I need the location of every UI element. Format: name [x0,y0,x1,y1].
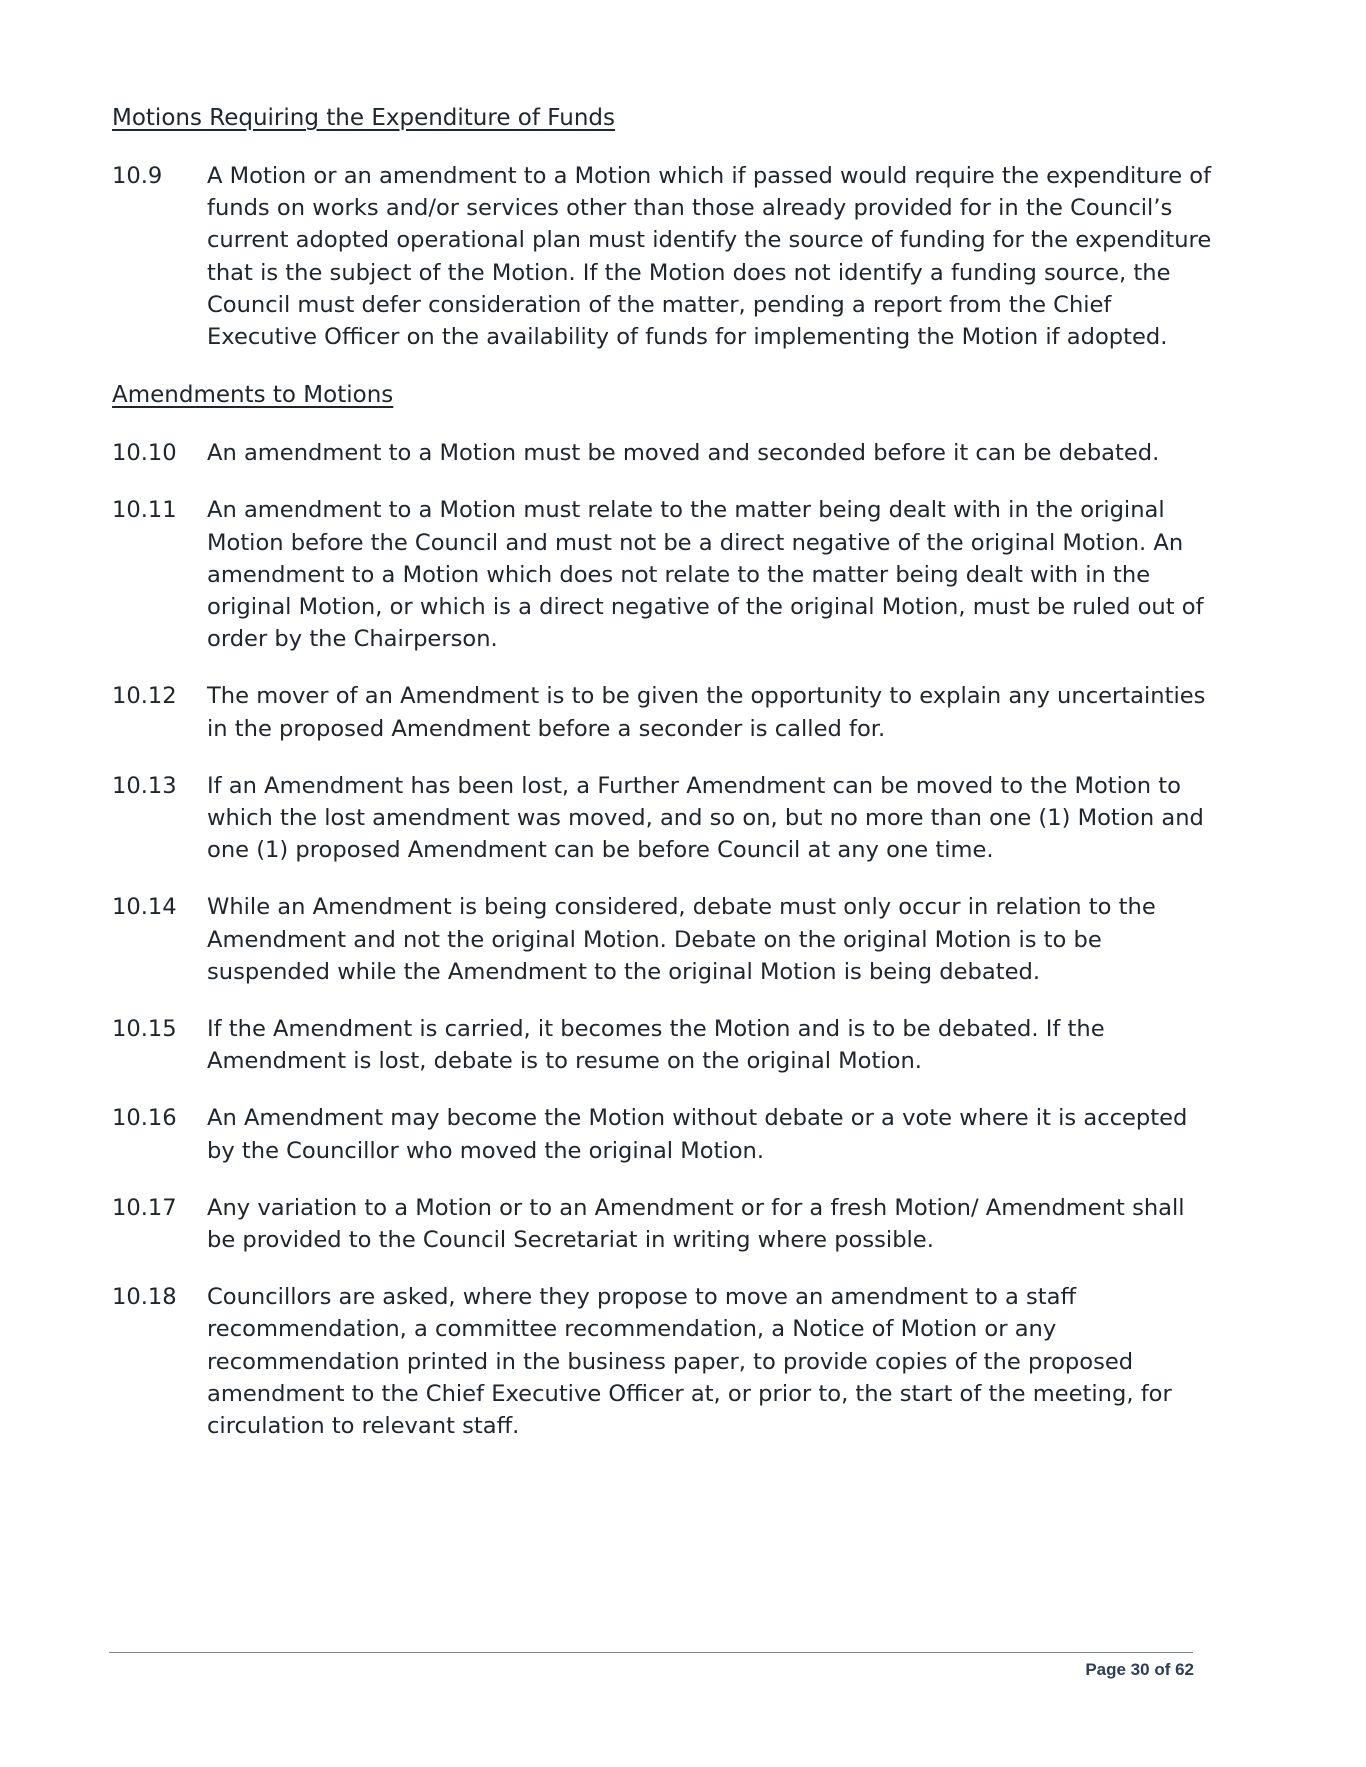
clause-number: 10.18 [112,1284,177,1311]
clause-number: 10.13 [112,772,177,799]
clause-text: Any variation to a Motion or to an Amendment or for a fresh Motion/ Amendment shall be provided to the Council Secretariat in writing where possible. [207,1194,1185,1254]
section-heading-expenditure: Motions Requiring the Expenditure of Funds [112,105,615,131]
clause-text: Councillors are asked, where they propose to move an amendment to a staff recommendation, a committee recommendation, a Notice of Motion or any recommendation printed in the business paper, to provide copies of the proposed amendment to the Chief Executive Officer at, or prior to, the start of the meeting, for circulation to relevant staff. [207,1284,1172,1440]
clause-text: The mover of an Amendment is to be given the opportunity to explain any uncertainties in the proposed Amendment before a seconder is called for. [207,683,1206,742]
clause-number: 10.14 [112,894,177,921]
clause-text: An amendment to a Motion must be moved and seconded before it can be debated. [207,440,1160,467]
page-number: Page 30 of 62 [1085,1660,1194,1679]
clause-text: If an Amendment has been lost, a Further Amendment can be moved to the Motion to which the lost amendment was moved, and so on, but no more than one (1) Motion and one (1) proposed Amendment can be before Council at any one time. [207,772,1204,864]
clause-10-14 [112,891,1212,988]
clause-10-9 [112,160,1212,353]
document-page [112,100,1212,1442]
clause-text: An Amendment may become the Motion without debate or a vote where it is accepted by the Councillor who moved the original Motion. [207,1105,1188,1164]
clause-10-11 [112,494,1212,655]
clause-text: A Motion or an amendment to a Motion which if passed would require the expenditure of funds on works and/or services other than those already provided for in the Council’s current adopted operational plan must identify the source of funding for the expenditure that is the subject of the Motion. If the Motion does not identify a funding source, the Council must defer consideration of the matter, pending a report from the Chief Executive Officer on the availability of funds for implementing the Motion if adopted. [207,163,1212,351]
section-heading-amendments: Amendments to Motions [112,382,394,409]
clause-number: 10.17 [112,1194,177,1221]
clause-10-17 [112,1192,1212,1256]
clause-10-12 [112,680,1212,744]
clause-10-16 [112,1102,1212,1166]
clause-10-10 [112,437,1212,469]
clause-number: 10.15 [112,1016,177,1043]
clause-10-18 [112,1281,1212,1442]
clause-number: 10.10 [112,440,177,467]
clause-number: 10.11 [112,497,177,524]
clause-number: 10.16 [112,1105,177,1132]
footer-divider [109,1652,1193,1653]
clause-text: While an Amendment is being considered, debate must only occur in relation to the Amendment and not the original Motion. Debate on the original Motion is to be suspended while the Amendment to the original Motion is being debated. [207,894,1156,985]
clause-10-13 [112,770,1212,867]
clause-10-15 [112,1013,1212,1077]
clause-text: If the Amendment is carried, it becomes the Motion and is to be debated. If the Amendment is lost, debate is to resume on the original Motion. [207,1016,1105,1075]
clause-number: 10.12 [112,683,177,710]
clause-text: An amendment to a Motion must relate to the matter being dealt with in the original Motion before the Council and must not be a direct negative of the original Motion. An amendment to a Motion which does not relate to the matter being dealt with in the original Motion, or which is a direct negative of the original Motion, must be ruled out of order by the Chairperson. [207,497,1204,653]
clause-number: 10.9 [112,163,163,189]
